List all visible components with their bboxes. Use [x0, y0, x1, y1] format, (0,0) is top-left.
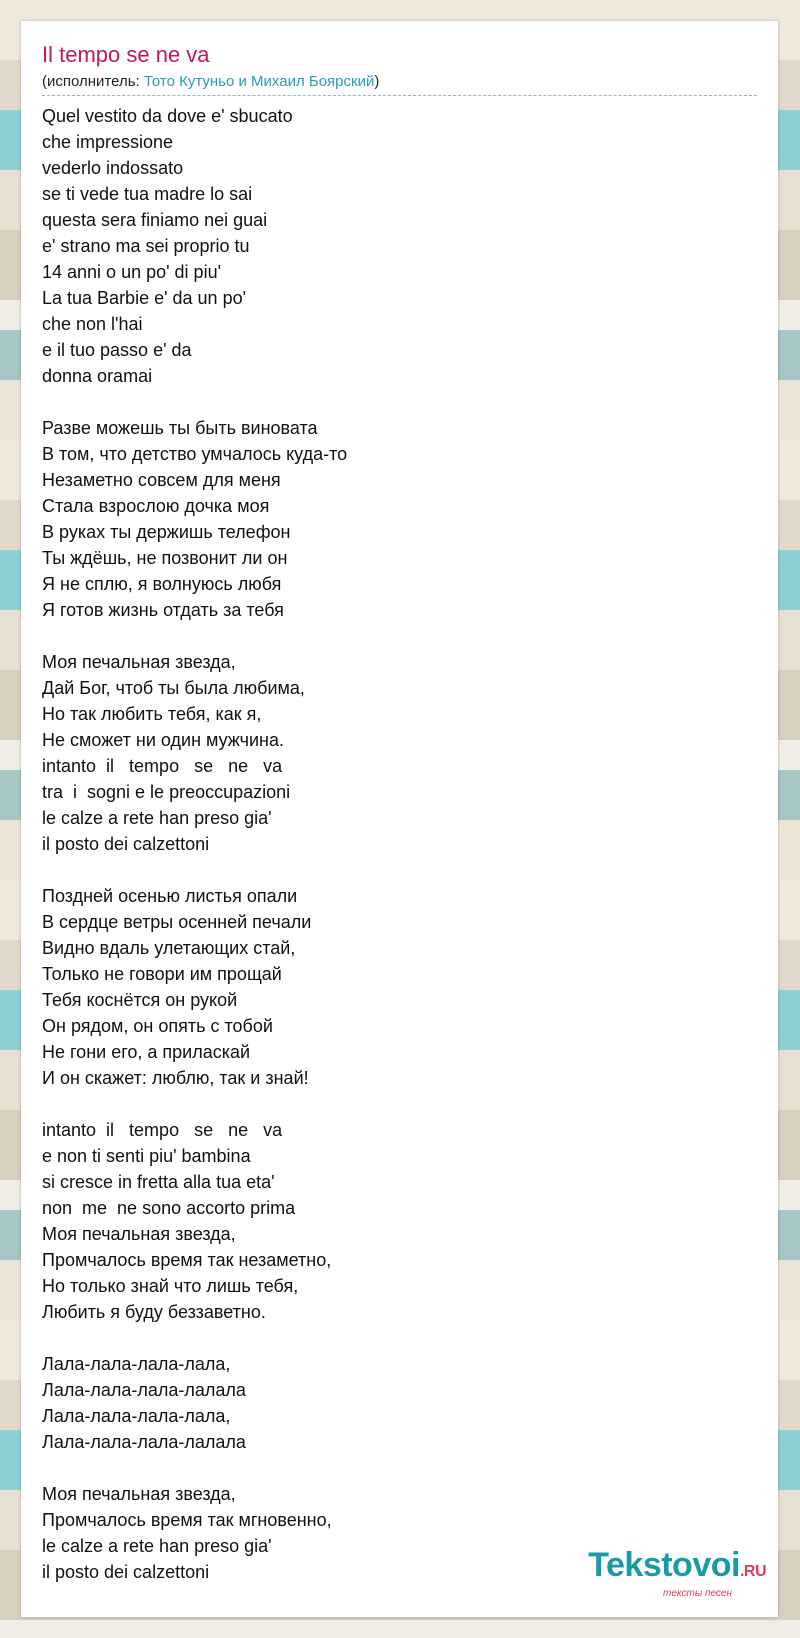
lyric-line: Но так любить тебя, как я, [42, 704, 262, 724]
lyric-line: И он скажет: люблю, так и знай! [42, 1068, 309, 1088]
lyric-line: Quel vestito da dove e' sbucato [42, 106, 293, 126]
lyric-line: Промчалось время так мгновенно, [42, 1510, 332, 1530]
logo-tagline: тексты песен [663, 1588, 732, 1599]
lyric-line: Только не говори им прощай [42, 964, 282, 984]
lyric-line: Стала взрослою дочка моя [42, 496, 270, 516]
site-logo[interactable] [588, 1548, 766, 1599]
lyric-line: questa sera finiamo nei guai [42, 210, 268, 230]
lyric-line: e il tuo passo e' da [42, 340, 192, 360]
lyric-line: le calze a rete han preso gia' [42, 808, 272, 828]
lyrics-stanza [42, 1117, 757, 1325]
lyric-line: Моя печальная звезда, [42, 1224, 236, 1244]
lyric-line: e' strano ma sei proprio tu [42, 236, 250, 256]
lyric-line: Лала-лала-лала-лалала [42, 1380, 246, 1400]
lyrics-stanza [42, 649, 757, 857]
lyric-line: В руках ты держишь телефон [42, 522, 291, 542]
lyric-line: Тебя коснётся он рукой [42, 990, 238, 1010]
lyric-line: il posto dei calzettoni [42, 834, 210, 854]
lyric-line: che non l'hai [42, 314, 143, 334]
lyric-line: Незаметно совсем для меня [42, 470, 281, 490]
lyric-line: Не гони его, а приласкай [42, 1042, 251, 1062]
lyric-line: si cresce in fretta alla tua eta' [42, 1172, 275, 1192]
lyric-line: Ты ждёшь, не позвонит ли он [42, 548, 288, 568]
lyric-line: e non ti senti piu' bambina [42, 1146, 251, 1166]
lyric-line: Видно вдаль улетающих стай, [42, 938, 296, 958]
lyric-line: Промчалось время так незаметно, [42, 1250, 332, 1270]
lyric-line: intanto il tempo se ne va [42, 756, 283, 776]
artist-prefix: (исполнитель: [42, 73, 144, 90]
lyric-line: tra i sogni e le preoccupazioni [42, 782, 291, 802]
lyric-line: le calze a rete han preso gia' [42, 1536, 272, 1556]
artist-line [42, 72, 757, 96]
lyric-line: il posto dei calzettoni [42, 1562, 210, 1582]
lyric-line: Разве можешь ты быть виновата [42, 418, 318, 438]
logo-tld: .RU [739, 1563, 766, 1580]
lyrics-stanza [42, 1351, 757, 1455]
lyrics-stanza [42, 415, 757, 623]
lyric-line: В том, что детство умчалось куда-то [42, 444, 348, 464]
lyrics-stanza [42, 103, 757, 389]
lyric-line: Лала-лала-лала-лала, [42, 1354, 231, 1374]
lyrics-card [21, 21, 778, 1617]
lyric-line: non me ne sono accorto prima [42, 1198, 296, 1218]
lyric-line: Но только знай что лишь тебя, [42, 1276, 299, 1296]
lyric-line: Поздней осенью листья опали [42, 886, 298, 906]
lyric-line: 14 anni o un po' di piu' [42, 262, 222, 282]
lyric-line: Дай Бог, чтоб ты была любима, [42, 678, 305, 698]
lyric-line: Лала-лала-лала-лала, [42, 1406, 231, 1426]
lyric-line: che impressione [42, 132, 174, 152]
lyric-line: Я готов жизнь отдать за тебя [42, 600, 284, 620]
lyric-line: donna oramai [42, 366, 153, 386]
lyric-line: В сердце ветры осенней печали [42, 912, 312, 932]
lyric-line: Лала-лала-лала-лалала [42, 1432, 246, 1452]
lyric-line: Я не сплю, я волнуюсь любя [42, 574, 282, 594]
lyric-line: Не сможет ни один мужчина. [42, 730, 285, 750]
lyric-line: Любить я буду беззаветно. [42, 1302, 266, 1322]
artist-link[interactable]: Тото Кутуньо и Михаил Боярский [143, 73, 375, 90]
lyric-line: Он рядом, он опять с тобой [42, 1016, 273, 1036]
lyrics-stanza [42, 883, 757, 1091]
lyric-line: Моя печальная звезда, [42, 1484, 236, 1504]
lyric-line: La tua Barbie e' da un po' [42, 288, 247, 308]
lyric-line: se ti vede tua madre lo sai [42, 184, 253, 204]
logo-wordmark [588, 1548, 766, 1589]
lyric-line: Моя печальная звезда, [42, 652, 236, 672]
lyrics-body [42, 103, 757, 1585]
logo-main-text: Tekstovoi [588, 1546, 740, 1584]
lyric-line: intanto il tempo se ne va [42, 1120, 283, 1140]
artist-suffix: ) [374, 73, 380, 90]
song-title: Il tempo se ne va [42, 42, 210, 67]
lyric-line: vederlo indossato [42, 158, 184, 178]
